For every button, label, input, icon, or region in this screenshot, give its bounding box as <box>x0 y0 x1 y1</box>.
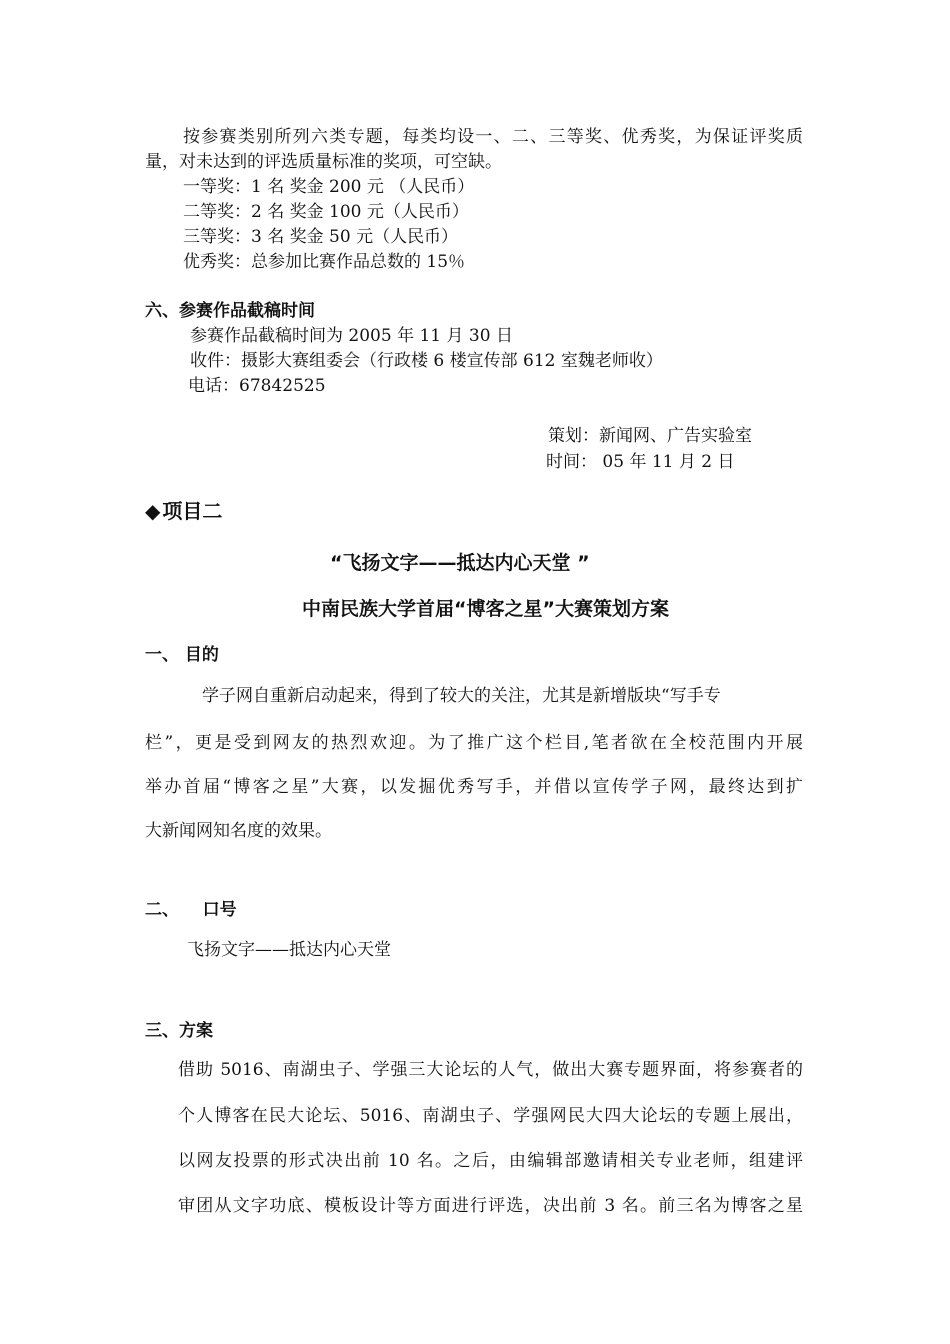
slogan-title: “飞扬文字——抵达内心天堂 ” <box>330 552 590 574</box>
deadline-phone: 电话：67842525 <box>188 376 326 396</box>
award-first-prize: 一等奖：1 名 奖金 200 元 （人民币） <box>183 177 475 197</box>
awards-intro-line-1: 按参赛类别所列六类专题，每类均设一、二、三等奖、优秀奖，为保证评奖质 <box>183 127 803 147</box>
award-second-prize: 二等奖：2 名 奖金 100 元（人民币） <box>183 202 469 222</box>
section-2-slogan: 飞扬文字——抵达内心天堂 <box>187 940 391 960</box>
section-1-heading: 一、 目的 <box>145 645 219 665</box>
section-3-line-2: 个人博客在民大论坛、5016、南湖虫子、学强网民大四大论坛的专题上展出， <box>178 1106 803 1126</box>
award-third-prize: 三等奖：3 名 奖金 50 元（人民币） <box>183 227 459 247</box>
signoff-planner: 策划：新闻网、广告实验室 <box>548 426 752 446</box>
section-1-line-4: 大新闻网知名度的效果。 <box>145 821 332 841</box>
diamond-icon: ◆ <box>145 499 161 523</box>
award-excellence: 优秀奖：总参加比赛作品总数的 15％ <box>183 252 466 272</box>
section-2-heading: 二、 口号 <box>145 900 237 920</box>
deadline-heading: 六、参赛作品截稿时间 <box>145 301 315 321</box>
deadline-date: 参赛作品截稿时间为 2005 年 11 月 30 日 <box>190 326 513 346</box>
section-3-line-1: 借助 5016、南湖虫子、学强三大论坛的人气，做出大赛专题界面，将参赛者的 <box>178 1060 803 1080</box>
deadline-recipient: 收件：摄影大赛组委会（行政楼 6 楼宣传部 612 室魏老师收） <box>190 351 663 371</box>
section-1-line-2: 栏”，更是受到网友的热烈欢迎。为了推广这个栏目,笔者欲在全校范围内开展 <box>145 733 803 753</box>
signoff-time: 时间： 05 年 11 月 2 日 <box>546 452 735 472</box>
section-1-line-3: 举办首届“博客之星”大赛，以发掘优秀写手，并借以宣传学子网，最终达到扩 <box>145 777 803 797</box>
awards-intro-line-2: 量，对未达到的评选质量标准的奖项，可空缺。 <box>145 152 502 172</box>
main-title: 中南民族大学首届“博客之星”大赛策划方案 <box>302 598 669 620</box>
section-1-line-1: 学子网自重新启动起来，得到了较大的关注，尤其是新增版块“写手专 <box>202 686 721 706</box>
section-3-heading: 三、方案 <box>145 1021 213 1041</box>
project-two-tag <box>145 498 222 524</box>
section-3-line-4: 审团从文字功底、模板设计等方面进行评选，决出前 3 名。前三名为博客之星 <box>178 1196 803 1216</box>
section-3-line-3: 以网友投票的形式决出前 10 名。之后，由编辑部邀请相关专业老师，组建评 <box>178 1151 803 1171</box>
project-two-label: 项目二 <box>162 499 223 523</box>
